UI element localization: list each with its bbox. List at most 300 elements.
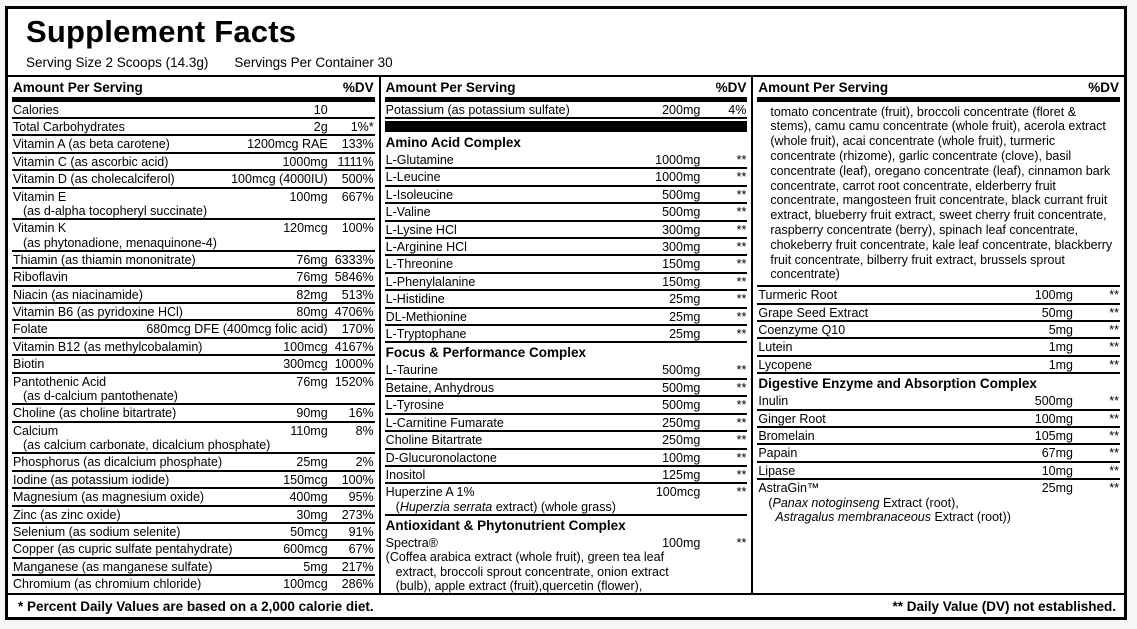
amount-per-serving-label: Amount Per Serving [758, 79, 889, 95]
nutrient-row [12, 304, 375, 321]
column-2-header [385, 77, 748, 102]
nutrient-dv: 5846% [334, 270, 374, 285]
nutrient-amount: 25mg [669, 309, 701, 324]
nutrient-name: Vitamin B12 (as methylcobalamin) [13, 339, 203, 354]
nutrient-amount: 50mcg [290, 524, 328, 539]
nutrient-name: Inulin [758, 394, 789, 409]
nutrient-line [386, 310, 747, 324]
nutrient-name: Lutein [758, 340, 793, 355]
nutrient-dv: ** [1109, 429, 1120, 443]
nutrient-row [12, 559, 375, 576]
nutrient-name: Phosphorus (as dicalcium phosphate) [13, 455, 223, 470]
nutrient-amount: 300mg [662, 222, 701, 237]
nutrient-line [386, 188, 747, 202]
amount-per-serving-label: Amount Per Serving [385, 79, 516, 95]
supplement-facts-panel [5, 6, 1127, 620]
column-2 [379, 77, 752, 593]
nutrient-amount: 1000mg [655, 170, 701, 185]
nutrient-amount: 1mg [1048, 340, 1074, 355]
nutrient-dv: 1111% [337, 154, 374, 169]
nutrient-name: Bromelain [758, 429, 815, 443]
nutrient-sub-line [758, 510, 1119, 524]
nutrient-amount: 67mg [1041, 446, 1074, 461]
footnote-dv-not-established: ** Daily Value (DV) not established. [892, 598, 1116, 614]
nutrient-dv: 133% [341, 137, 374, 152]
nutrient-dv: 4706% [334, 305, 374, 320]
panel-title: Supplement Facts [26, 14, 297, 49]
nutrient-row [385, 256, 748, 273]
nutrient-name: L-Threonine [385, 257, 454, 272]
nutrient-amount: 500mg [1034, 394, 1074, 409]
nutrient-dv: 91% [348, 524, 374, 539]
nutrient-line [386, 223, 747, 237]
nutrient-sub-line [13, 438, 374, 452]
nutrient-line [13, 322, 374, 336]
nutrient-amount: 250mg [662, 433, 701, 448]
nutrient-dv: 170% [341, 322, 374, 337]
sub-text-segment: extract, broccoli sprout concentrate, onion extract [395, 564, 669, 579]
nutrient-row [757, 339, 1120, 356]
nutrient-amount: 300mcg [283, 357, 328, 372]
nutrient-amount: 250mg [662, 415, 701, 430]
nutrient-line [758, 340, 1119, 354]
nutrient-name: Grape Seed Extract [758, 305, 869, 320]
nutrient-dv: ** [736, 257, 747, 272]
nutrient-dv: ** [736, 535, 747, 550]
nutrient-row [12, 119, 375, 136]
column-1-header [12, 77, 375, 102]
nutrient-name: Total Carbohydrates [13, 120, 125, 134]
nutrient-dv: ** [736, 450, 747, 465]
footnotes [8, 595, 1124, 617]
nutrient-amount: 500mg [662, 187, 701, 202]
nutrient-dv: 273% [341, 507, 374, 522]
nutrient-row [385, 222, 748, 239]
nutrient-amount: 76mg [296, 374, 328, 389]
nutrient-name: L-Lysine HCl [385, 222, 457, 237]
nutrient-dv: 1520% [334, 374, 374, 389]
nutrient-line [13, 406, 374, 420]
nutrient-row [757, 357, 1120, 374]
nutrient-amount: 10 [313, 102, 328, 117]
amount-per-serving-label: Amount Per Serving [13, 79, 143, 95]
nutrient-row [385, 432, 748, 449]
nutrient-dv: ** [736, 398, 747, 413]
sub-text-segment: Extract (root)) [930, 509, 1011, 524]
nutrient-name: L-Phenylalanine [385, 274, 476, 289]
section-divider-bar [385, 121, 748, 132]
nutrient-line [386, 433, 747, 447]
nutrient-row [385, 467, 748, 484]
nutrient-dv: 2% [355, 455, 374, 470]
nutrient-dv: ** [736, 205, 747, 220]
nutrient-dv: ** [1109, 340, 1120, 355]
nutrient-name: L-Carnitine Fumarate [385, 415, 504, 430]
nutrient-line [758, 288, 1119, 302]
nutrient-name: Vitamin D (as cholecalciferol) [13, 172, 175, 187]
nutrient-row [757, 428, 1120, 445]
nutrient-dv: 1000% [334, 357, 374, 372]
nutrient-row [12, 220, 375, 252]
nutrient-name: Riboflavin [13, 270, 68, 285]
nutrient-amount: 100mg [289, 189, 328, 204]
nutrient-dv: 513% [341, 287, 374, 302]
nutrient-amount: 82mg [296, 287, 328, 302]
nutrient-line [386, 398, 747, 412]
nutrient-dv: ** [736, 187, 747, 202]
nutrient-name: Copper (as cupric sulfate pentahydrate) [13, 542, 233, 557]
nutrient-line [13, 137, 374, 151]
nutrient-dv: ** [736, 415, 747, 430]
nutrient-dv: ** [736, 170, 747, 185]
nutrient-line [13, 305, 374, 319]
nutrient-amount: 300mg [662, 240, 701, 255]
nutrient-name: Betaine, Anhydrous [385, 380, 495, 395]
nutrient-amount: 500mg [662, 380, 701, 395]
servings-per-container: Servings Per Container 30 [234, 54, 393, 70]
nutrient-name: L-Leucine [385, 170, 441, 185]
nutrient-amount: 150mcg [283, 472, 328, 487]
nutrient-row [12, 102, 375, 119]
nutrient-line [386, 257, 747, 271]
section-header: Antioxidant & Phytonutrient Complex [385, 517, 626, 533]
continuation-text: tomato concentrate (fruit), broccoli concentrate (floret & stems), camu camu concentrate (whole fruit), acerola extract (whole fruit), acai concentrate (whole fruit), turmeric concentrate (rhizome), garlic concentrate (clove), basil concentrate (leaf), oregano concentrate (leaf), cinnamon bark concentrate, carrot root concentrate, elderberry fruit concentrate, mangosteen fruit concentrate, black currant fruit extract, blueberry fruit extract, sweet cherry fruit concentrate, raspberry concentrate (berry), spinach leaf concentrate, chokeberry fruit concentrate, kale leaf concentrate, blackberry fruit concentrate, bilberry fruit extract, brussels sprout concentrate) [757, 102, 1120, 288]
nutrient-line [386, 468, 747, 482]
nutrient-name: Zinc (as zinc oxide) [13, 507, 121, 522]
nutrient-line [758, 464, 1119, 478]
nutrient-amount: 100mg [1034, 288, 1074, 303]
nutrient-line [13, 221, 374, 235]
nutrient-row [12, 269, 375, 286]
nutrient-name: Vitamin A (as beta carotene) [13, 137, 170, 152]
nutrient-row [385, 450, 748, 467]
nutrient-line [13, 190, 374, 204]
nutrient-dv: 4167% [334, 339, 374, 354]
nutrient-amount: 500mg [662, 398, 701, 413]
nutrient-name: L-Taurine [385, 363, 438, 378]
nutrient-line [758, 323, 1119, 337]
nutrient-amount: 120mcg [283, 221, 328, 236]
nutrient-line [758, 481, 1119, 495]
nutrient-row [12, 507, 375, 524]
nutrient-dv: 8% [355, 423, 374, 438]
nutrient-line [386, 103, 747, 117]
nutrient-name: L-Tryptophane [385, 327, 467, 342]
nutrient-row [757, 393, 1120, 410]
nutrient-dv: ** [736, 309, 747, 324]
nutrient-amount: 600mcg [283, 542, 328, 557]
nutrient-line [386, 381, 747, 395]
nutrient-amount: 100mcg (4000IU) [231, 172, 328, 187]
nutrient-amount: 200mg [662, 102, 701, 117]
nutrient-name: L-Glutamine [385, 153, 454, 167]
nutrient-dv: ** [1109, 411, 1120, 426]
nutrient-row [385, 169, 748, 186]
nutrient-sub-line [13, 389, 374, 403]
nutrient-amount: 1200mcg RAE [247, 137, 328, 152]
nutrient-amount: 25mg [669, 327, 701, 342]
nutrient-amount: 150mg [662, 274, 701, 289]
nutrient-row [385, 102, 748, 119]
sub-text-segment: (bulb), apple extract (fruit),quercetin (flower), [395, 578, 643, 593]
nutrient-name: L-Valine [385, 205, 431, 220]
nutrient-name: Chromium (as chromium chloride) [13, 577, 202, 592]
nutrient-row [12, 171, 375, 188]
nutrient-row [385, 415, 748, 432]
nutrient-row [385, 380, 748, 397]
nutrient-amount: 100mcg [283, 577, 328, 592]
nutrient-row [12, 541, 375, 558]
nutrient-row [385, 291, 748, 308]
nutrient-name: Vitamin E [13, 189, 67, 204]
nutrient-line [758, 306, 1119, 320]
nutrient-amount: 25mg [296, 455, 328, 470]
nutrient-name: Potassium (as potassium sulfate) [385, 102, 570, 117]
nutrient-amount: 100mcg [283, 339, 328, 354]
nutrient-row [385, 326, 748, 343]
percent-dv-label: %DV [1088, 79, 1120, 95]
nutrient-row [757, 287, 1120, 304]
nutrient-dv: ** [736, 380, 747, 395]
nutrient-amount: 105mg [1034, 429, 1074, 443]
nutrient-row [12, 252, 375, 269]
nutrient-name: L-Arginine HCl [385, 240, 467, 255]
nutrient-amount: 76mg [296, 270, 328, 285]
nutrient-row [385, 152, 748, 169]
nutrient-name: Calories [13, 102, 59, 117]
nutrient-line [758, 412, 1119, 426]
nutrient-dv: 16% [348, 406, 374, 421]
nutrient-name: Pantothenic Acid [13, 374, 107, 389]
nutrient-dv: ** [736, 222, 747, 237]
nutrient-dv: ** [1109, 463, 1120, 478]
nutrient-amount: 150mg [662, 257, 701, 272]
nutrient-dv: ** [1109, 288, 1120, 303]
nutrient-row [12, 405, 375, 422]
panel-header [8, 9, 1124, 70]
nutrient-name: DL-Methionine [385, 309, 467, 324]
nutrient-name: Lycopene [758, 357, 813, 372]
nutrient-dv: 667% [341, 189, 374, 204]
nutrient-dv: 4% [728, 102, 747, 117]
nutrient-name: Calcium [13, 423, 59, 438]
nutrient-row [12, 576, 375, 591]
nutrient-line [386, 416, 747, 430]
nutrient-row [12, 189, 375, 221]
nutrient-dv: ** [736, 485, 747, 500]
nutrient-name: Inositol [385, 467, 426, 482]
sub-text-segment: ( [395, 499, 400, 514]
nutrient-line [386, 275, 747, 289]
nutrient-amount: 680mcg DFE (400mcg folic acid) [146, 322, 328, 337]
nutrient-line [13, 120, 374, 134]
nutrient-line [13, 525, 374, 539]
nutrient-line [386, 327, 747, 341]
nutrient-amount: 5mg [1048, 322, 1074, 337]
nutrient-line [13, 340, 374, 354]
nutrient-name: Biotin [13, 357, 45, 372]
nutrient-name: L-Isoleucine [385, 187, 454, 202]
nutrient-sub-line [13, 204, 374, 218]
nutrient-name: Folate [13, 322, 48, 337]
nutrient-dv: 100% [341, 472, 374, 487]
nutrient-row [385, 204, 748, 221]
nutrient-row [12, 339, 375, 356]
nutrient-name: Iodine (as potassium iodide) [13, 472, 170, 487]
nutrient-line [386, 292, 747, 306]
nutrient-dv: ** [1109, 481, 1120, 496]
nutrient-sub-line [386, 550, 747, 564]
nutrient-line [13, 473, 374, 487]
nutrient-line [758, 394, 1119, 408]
nutrient-sub-line [386, 565, 747, 579]
nutrient-sub-line [386, 500, 747, 514]
nutrient-dv: ** [1109, 305, 1120, 320]
nutrient-name: Niacin (as niacinamide) [13, 287, 143, 302]
nutrient-line [13, 103, 374, 117]
nutrient-line [13, 253, 374, 267]
nutrient-amount: 500mg [662, 205, 701, 220]
nutrient-name: Lipase [758, 463, 796, 478]
nutrient-amount: 125mg [662, 467, 701, 482]
column-1 [8, 77, 379, 593]
nutrient-dv: ** [736, 240, 747, 255]
nutrient-name: D-Glucuronolactone [385, 450, 497, 465]
nutrient-amount: 100mg [662, 535, 701, 550]
nutrient-amount: 30mg [296, 507, 328, 522]
nutrient-amount: 76mg [296, 252, 328, 267]
nutrient-name: Choline Bitartrate [385, 433, 483, 448]
nutrient-line [386, 536, 747, 550]
columns-area [8, 77, 1124, 593]
nutrient-sub-line [758, 496, 1119, 510]
nutrient-line [13, 270, 374, 284]
percent-dv-label: %DV [715, 79, 747, 95]
section-header: Digestive Enzyme and Absorption Complex [758, 376, 1037, 392]
nutrient-name: L-Tyrosine [385, 398, 445, 413]
nutrient-row [12, 374, 375, 406]
sub-text-segment: extract) (whole grass) [492, 499, 616, 514]
nutrient-amount: 1000mg [282, 154, 328, 169]
sub-text-segment: Astragalus membranaceous [775, 509, 931, 524]
column-3-header [757, 77, 1120, 102]
nutrient-row [757, 480, 1120, 524]
nutrient-line [386, 451, 747, 465]
nutrient-row [385, 309, 748, 326]
nutrient-line [758, 446, 1119, 460]
nutrient-row [12, 489, 375, 506]
sub-text-segment: Extract (root), [879, 495, 959, 510]
sub-text-segment: (Coffea arabica extract (whole fruit), green tea leaf [385, 550, 665, 565]
nutrient-amount: 50mg [1041, 305, 1074, 320]
nutrient-line [386, 153, 747, 167]
sub-text-segment: Huperzia serrata [399, 499, 493, 514]
nutrient-row [385, 535, 748, 593]
nutrient-row [12, 136, 375, 153]
nutrient-amount: 25mg [669, 292, 701, 307]
nutrient-name: Vitamin B6 (as pyridoxine HCl) [13, 305, 183, 320]
nutrient-line [13, 577, 374, 591]
nutrient-row [757, 411, 1120, 428]
nutrient-line [758, 429, 1119, 443]
nutrient-line [386, 205, 747, 219]
nutrient-amount: 110mg [290, 423, 328, 438]
nutrient-row [385, 484, 748, 516]
nutrient-name: Spectra® [385, 535, 438, 550]
nutrient-row [12, 524, 375, 541]
nutrient-row [12, 154, 375, 171]
nutrient-name: L-Histidine [385, 292, 445, 307]
nutrient-row [757, 445, 1120, 462]
nutrient-row [385, 397, 748, 414]
nutrient-name: Magnesium (as magnesium oxide) [13, 490, 205, 505]
nutrient-dv: 217% [341, 559, 374, 574]
nutrient-name: Choline (as choline bitartrate) [13, 406, 177, 421]
nutrient-name: Vitamin C (as ascorbic acid) [13, 154, 169, 169]
nutrient-dv: 6333% [334, 252, 374, 267]
nutrient-dv: ** [736, 153, 747, 167]
sub-text-segment: Panax notoginseng [772, 495, 880, 510]
nutrient-dv: ** [1109, 357, 1120, 372]
nutrient-amount: 100mg [662, 450, 701, 465]
nutrient-name: Huperzine A 1% [385, 485, 475, 500]
sub-text-segment: (as d-alpha tocopheryl succinate) [23, 204, 208, 219]
nutrient-row [757, 322, 1120, 339]
nutrient-row [12, 356, 375, 373]
nutrient-dv: 95% [348, 490, 374, 505]
nutrient-name: Ginger Root [758, 411, 826, 426]
nutrient-row [757, 305, 1120, 322]
nutrient-dv: 100% [341, 221, 374, 236]
nutrient-dv: 286% [341, 577, 374, 592]
nutrient-line [13, 357, 374, 371]
nutrient-dv: 67% [348, 542, 374, 557]
nutrient-line [13, 455, 374, 469]
nutrient-dv: ** [1109, 394, 1120, 409]
nutrient-line [13, 172, 374, 186]
nutrient-name: Turmeric Root [758, 288, 838, 303]
nutrient-dv: ** [736, 292, 747, 307]
nutrient-row [12, 423, 375, 455]
nutrient-amount: 10mg [1041, 463, 1074, 478]
nutrient-line [13, 542, 374, 556]
nutrient-dv: ** [1109, 446, 1120, 461]
nutrient-amount: 1000mg [655, 153, 701, 167]
nutrient-name: Manganese (as manganese sulfate) [13, 559, 213, 574]
sub-text-segment: (as phytonadione, menaquinone-4) [23, 235, 217, 250]
nutrient-row [12, 472, 375, 489]
nutrient-line [13, 375, 374, 389]
nutrient-row [385, 274, 748, 291]
sub-text-segment: (as d-calcium pantothenate) [23, 389, 178, 404]
nutrient-name: AstraGin™ [758, 481, 820, 496]
nutrient-dv: ** [736, 363, 747, 378]
nutrient-line [13, 155, 374, 169]
nutrient-row [385, 362, 748, 379]
nutrient-line [386, 363, 747, 377]
nutrient-row [757, 463, 1120, 480]
nutrient-sub-line [13, 236, 374, 250]
nutrient-line [13, 560, 374, 574]
nutrient-name: Selenium (as sodium selenite) [13, 524, 181, 539]
percent-dv-label: %DV [342, 79, 374, 95]
nutrient-row [12, 287, 375, 304]
nutrient-amount: 5mg [303, 559, 328, 574]
nutrient-row [385, 239, 748, 256]
nutrient-amount: 80mg [296, 305, 328, 320]
nutrient-name: Vitamin K [13, 221, 67, 236]
nutrient-name: Thiamin (as thiamin mononitrate) [13, 252, 196, 267]
